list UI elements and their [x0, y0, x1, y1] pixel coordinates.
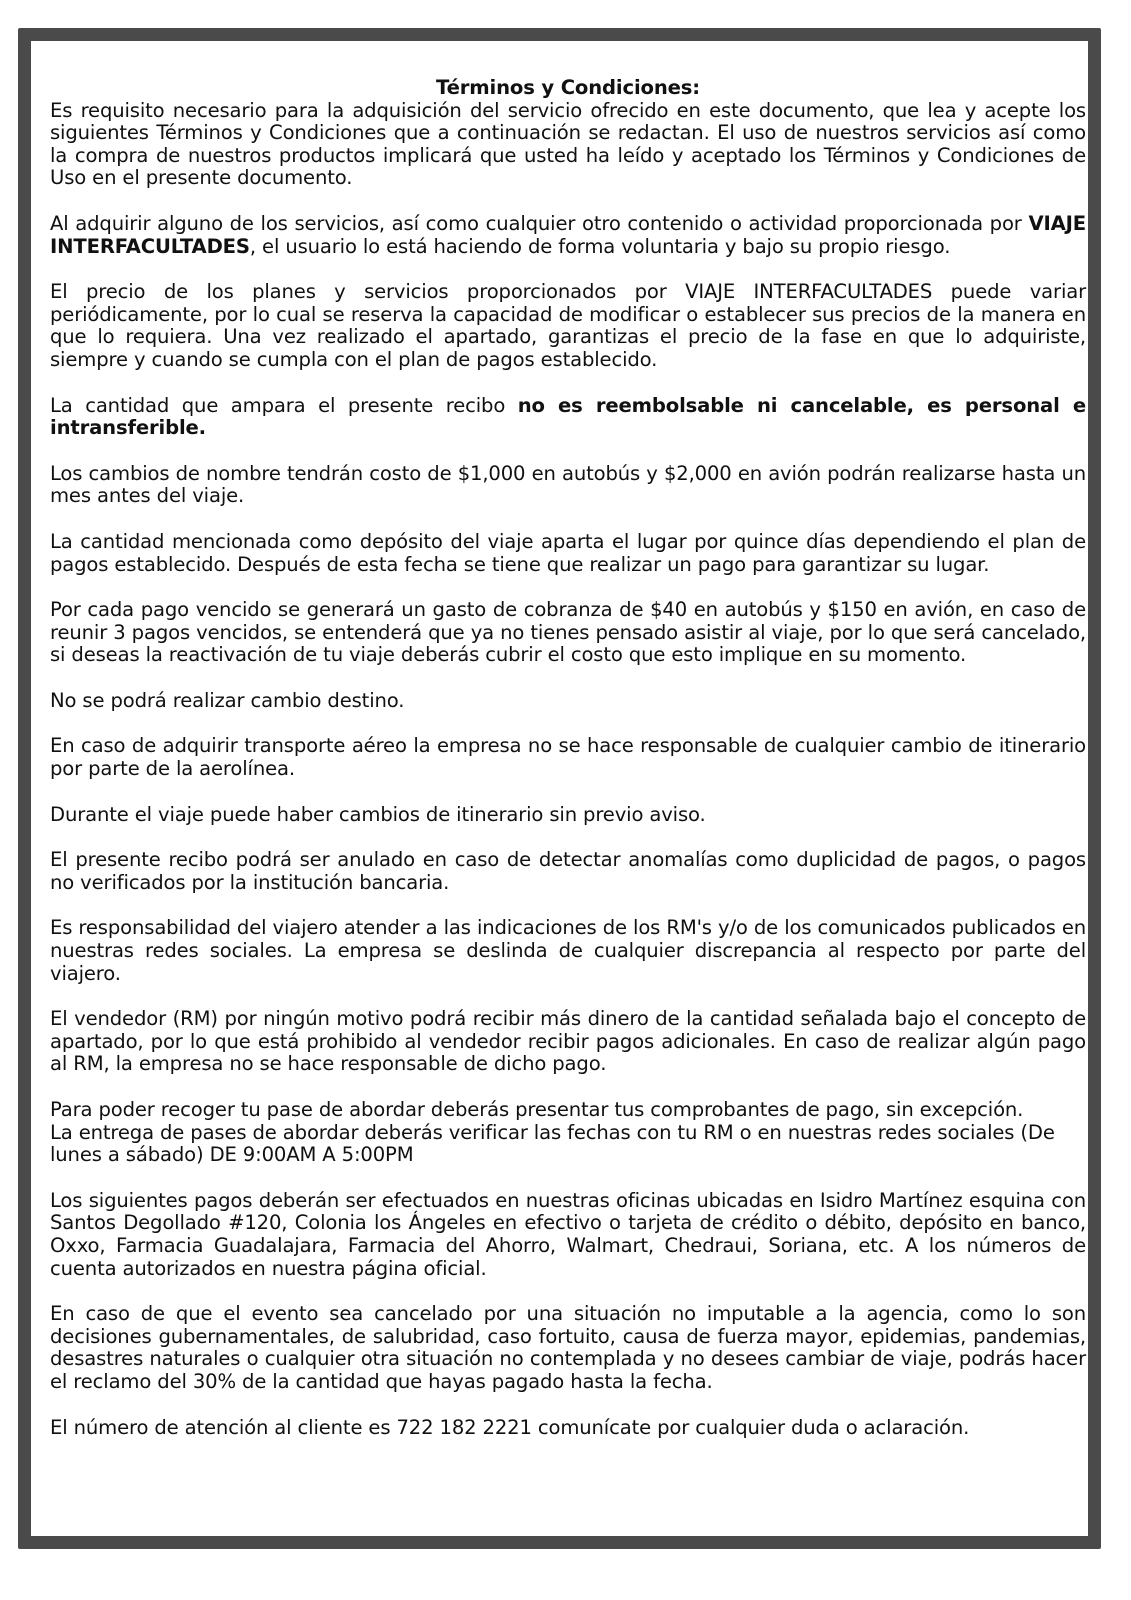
paragraph-non-refundable	[50, 395, 1086, 440]
paragraph-boarding-pass	[50, 1099, 1086, 1167]
paragraph-payment-locations: Los siguientes pagos deberán ser efectuados en nuestras oficinas ubicadas en Isidro Martínez esquina con Santos Degollado #120, Colonia los Ángeles en efectivo o tarjeta de crédito o débito, depósito en banco, Oxxo, Farmacia Guadalajara, Farmacia del Ahorro, Walmart, Chedraui, Soriana, etc. A los números de cuenta autorizados en nuestra página oficial.	[50, 1188, 1086, 1280]
paragraph-acceptance: Es requisito necesario para la adquisición del servicio ofrecido en este documento, que lea y acepte los siguientes Términos y Condiciones que a continuación se redactan. El uso de nuestros servicios así como la compra de nuestros productos implicará que usted ha leído y aceptado los Términos y Condiciones de Uso en el presente documento.	[50, 98, 1086, 190]
paragraph-pricing: El precio de los planes y servicios proporcionados por VIAJE INTERFACULTADES puede variar periódicamente, por lo cual se reserva la capacidad de modificar o establecer sus precios de la manera en que lo requiera. Una vez realizado el apartado, garantizas el precio de la fase en que lo adquiriste, siempre y cuando se cumpla con el plan de pagos establecido.	[50, 280, 1086, 371]
paragraph-text: Al adquirir alguno de los servicios, así como cualquier otro contenido o actividad proporcionada por	[50, 211, 1029, 235]
paragraph-deposit: La cantidad mencionada como depósito del viaje aparta el lugar por quince días dependiendo el plan de pagos establecido. Después de esta fecha se tiene que realizar un pago para garantizar su lugar.	[50, 529, 1086, 576]
company-name: VIAJE INTERFACULTADES	[50, 211, 1086, 258]
non-refundable-notice: no es reembolsable ni cancelable, es personal e intransferible.	[50, 393, 1086, 440]
paragraph-cancellation-refund: En caso de que el evento sea cancelado por una situación no imputable a la agencia, como lo son decisiones gubernamentales, de salubridad, caso fortuito, causa de fuerza mayor, epidemias, pandemias, desastres naturales o cualquier otra situación no contemplada y no desees cambiar de viaje, podrás hacer el reclamo del 30% de la cantidad que hayas pagado hasta la fecha.	[50, 1302, 1086, 1393]
paragraph-customer-service: El número de atención al cliente es 722 182 2221 comunícate por cualquier duda o aclaración.	[50, 1415, 970, 1439]
document-title: Términos y Condiciones:	[436, 76, 700, 99]
paragraph-receipt-annulment: El presente recibo podrá ser anulado en caso de detectar anomalías como duplicidad de pagos, o pagos no verificados por la institución bancaria.	[50, 848, 1086, 894]
paragraph-traveler-responsibility: Es responsabilidad del viajero atender a las indicaciones de los RM's y/o de los comunicados publicados en nuestras redes sociales. La empresa se deslinda de cualquier discrepancia al respecto por parte del viajero.	[50, 916, 1086, 985]
paragraph-destination-change: No se podrá realizar cambio destino.	[50, 688, 405, 712]
paragraph-voluntary-use	[50, 213, 1086, 258]
terms-document	[50, 77, 1086, 1462]
paragraph-text: La entrega de pases de abordar deberás verificar las fechas con tu RM o en nuestras redes sociales (De lunes a sábado) DE 9:00AM A 5:00PM	[50, 1120, 1055, 1167]
paragraph-itinerary-changes: Durante el viaje puede haber cambios de itinerario sin previo aviso.	[50, 802, 706, 826]
paragraph-name-changes: Los cambios de nombre tendrán costo de $1,000 en autobús y $2,000 en avión podrán realizarse hasta un mes antes del viaje.	[50, 461, 1086, 508]
paragraph-text: , el usuario lo está haciendo de forma voluntaria y bajo su propio riesgo.	[249, 234, 951, 258]
paragraph-air-transport: En caso de adquirir transporte aéreo la empresa no se hace responsable de cualquier cambio de itinerario por parte de la aerolínea.	[50, 734, 1086, 781]
paragraph-seller-restrictions: El vendedor (RM) por ningún motivo podrá recibir más dinero de la cantidad señalada bajo el concepto de apartado, por lo que está prohibido al vendedor recibir pagos adicionales. En caso de realizar algún pago al RM, la empresa no se hace responsable de dicho pago.	[50, 1007, 1086, 1076]
paragraph-text: Para poder recoger tu pase de abordar deberás presentar tus comprobantes de pago, sin excepción.	[50, 1098, 1024, 1121]
paragraph-late-payments: Por cada pago vencido se generará un gasto de cobranza de $40 en autobús y $150 en avión, en caso de reunir 3 pagos vencidos, se entenderá que ya no tienes pensado asistir al viaje, por lo que será cancelado, si deseas la reactivación de tu viaje deberás cubrir el costo que esto implique en su momento.	[50, 598, 1086, 667]
paragraph-text: La cantidad que ampara el presente recibo	[50, 393, 518, 417]
